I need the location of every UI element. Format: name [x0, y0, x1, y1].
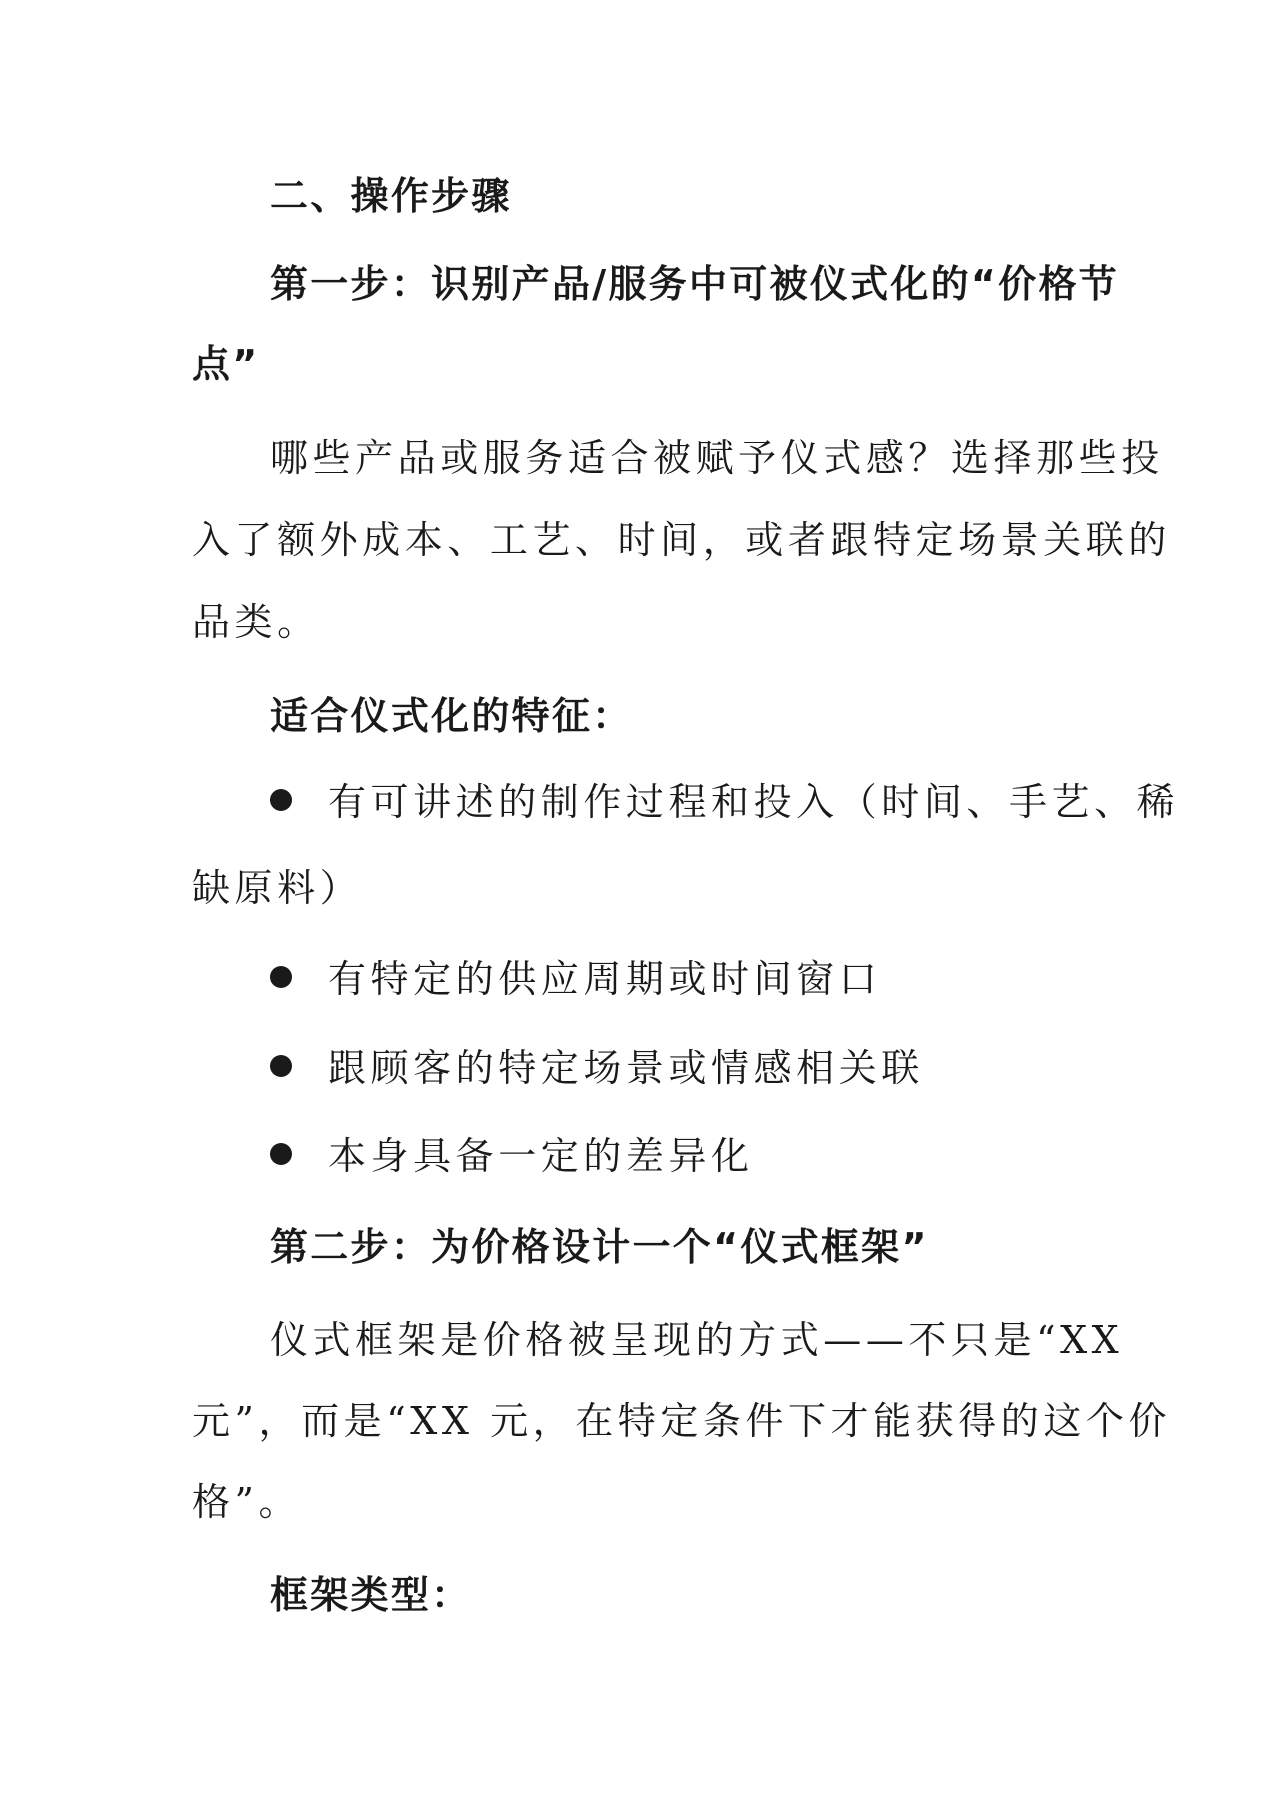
bullet-icon — [270, 789, 292, 811]
step2-para-line2: 元”，而是“XX 元，在特定条件下才能获得的这个价 — [192, 1399, 1172, 1443]
step1-para-line1: 哪些产品或服务适合被赋予仪式感？选择那些投 — [270, 436, 1164, 480]
frame-types-heading: 框架类型： — [270, 1573, 472, 1617]
step1-title-line2: 点” — [192, 342, 260, 386]
feature-2: 有特定的供应周期或时间窗口 — [328, 957, 882, 1001]
step2-para-line3: 格”。 — [192, 1480, 302, 1524]
features-heading: 适合仪式化的特征： — [270, 694, 633, 738]
section-title: 二、操作步骤 — [270, 174, 512, 218]
feature-1-line2: 缺原料） — [192, 866, 363, 910]
feature-4: 本身具备一定的差异化 — [328, 1134, 754, 1178]
bullet-icon — [270, 1143, 292, 1165]
bullet-icon — [270, 1055, 292, 1077]
step2-title: 第二步：为价格设计一个“仪式框架” — [270, 1225, 929, 1269]
feature-3: 跟顾客的特定场景或情感相关联 — [328, 1046, 924, 1090]
step2-para-line1: 仪式框架是价格被呈现的方式——不只是“XX — [270, 1318, 1124, 1362]
step1-para-line3: 品类。 — [192, 600, 320, 644]
feature-1-line1: 有可讲述的制作过程和投入（时间、手艺、稀 — [328, 780, 1180, 824]
step1-para-line2: 入了额外成本、工艺、时间，或者跟特定场景关联的 — [192, 518, 1171, 562]
bullet-icon — [270, 966, 292, 988]
step1-title-line1: 第一步：识别产品/服务中可被仪式化的“价格节 — [270, 262, 1120, 306]
